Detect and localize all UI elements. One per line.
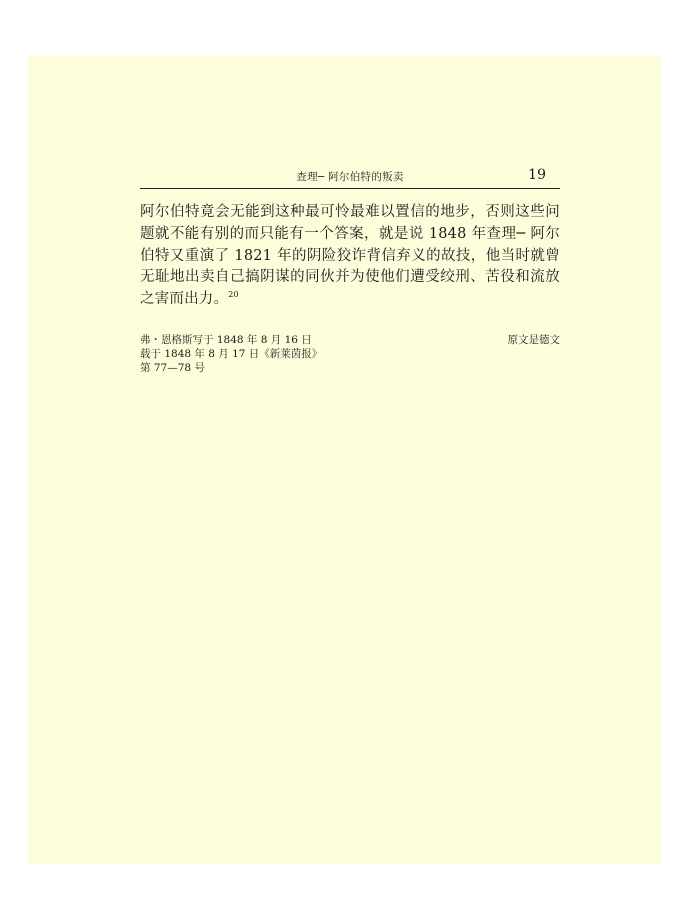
footnote-reference: 20 <box>228 290 239 300</box>
original-language-note: 原文是德文 <box>507 334 560 346</box>
running-header <box>140 166 560 189</box>
source-note-line-2: 载于 1848 年 8 月 17 日《新莱茵报》 <box>140 348 323 360</box>
page-number: 19 <box>528 167 546 183</box>
book-page <box>28 56 661 864</box>
source-note-line-1: 弗・恩格斯写于 1848 年 8 月 16 日 <box>140 334 312 346</box>
body-paragraph-text: 阿尔伯特竟会无能到这种最可怜最难以置信的地步，否则这些问题就不能有别的而只能有一个答案，就是说 1848 年查理─ 阿尔伯特又重演了 1821 年的阴险狡诈背信弃义的故技，他当时就曾无耻地出卖自己搞阴谋的同伙并为使他们遭受绞刑、苦役和流放之害而出力。 <box>140 204 560 308</box>
source-note-line-3: 第 77—78 号 <box>140 362 205 374</box>
body-paragraph <box>140 202 560 311</box>
running-header-title: 查理─ 阿尔伯特的叛卖 <box>296 171 404 183</box>
source-note <box>140 333 322 375</box>
